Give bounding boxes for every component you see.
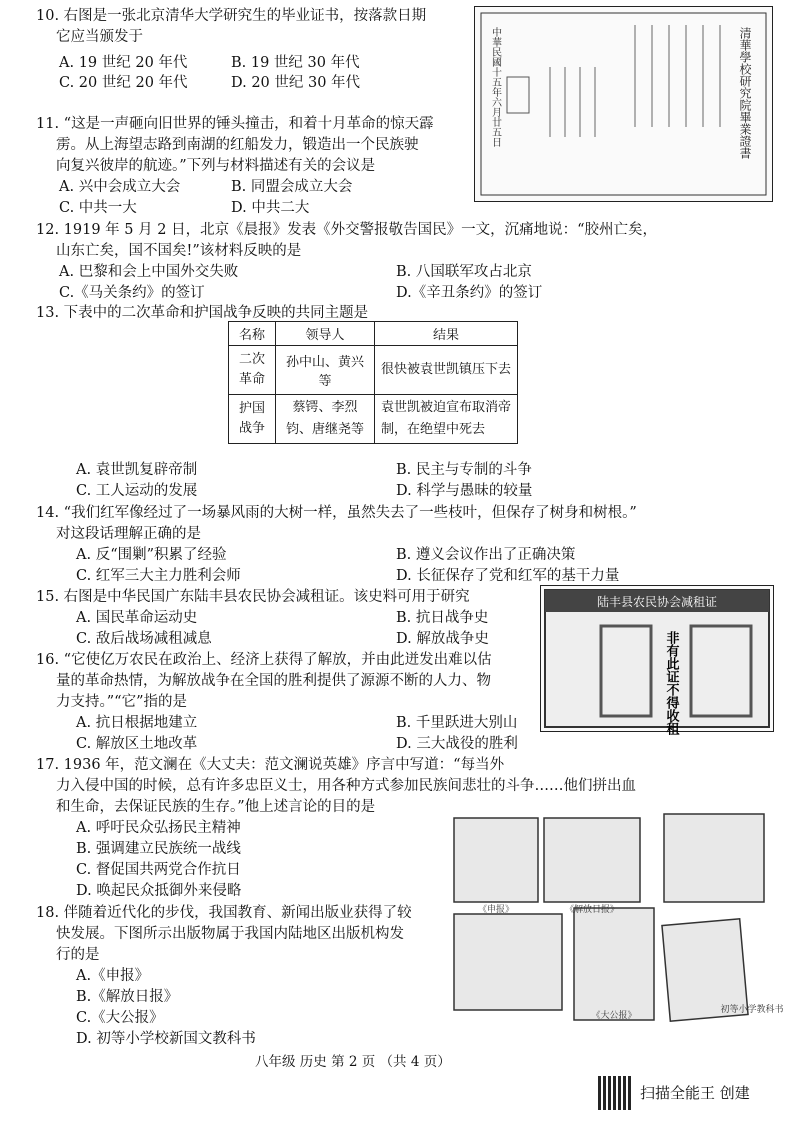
- page-footer: 八年级 历史 第 2 页 （共 4 页）: [255, 1054, 451, 1070]
- q15-option-a: A. 国民革命运动史: [76, 610, 198, 626]
- newspapers-drawing: [452, 812, 784, 1024]
- q13-option-b: B. 民主与专制的斗争: [396, 462, 532, 478]
- q16-option-d: D. 三大战役的胜利: [396, 736, 518, 752]
- q11-option-a: A. 兴中会成立大会: [59, 179, 181, 195]
- certificate-image: [474, 6, 773, 202]
- rent-card-drawing: [541, 586, 773, 735]
- scanner-watermark: 扫描全能王 创建: [640, 1084, 750, 1102]
- table-header-result: 结果: [375, 322, 518, 346]
- q18-stem-1: 18. 伴随着近代化的步伐，我国教育、新闻出版业获得了较: [36, 905, 412, 921]
- q14-stem-2: 对这段话理解正确的是: [56, 526, 201, 542]
- caption-shenbao: 《申报》: [477, 905, 515, 915]
- q17-stem-2: 力入侵中国的时候，总有许多忠臣义士，用各种方式参加民族间悲壮的斗争……他们拼出血: [56, 778, 636, 794]
- table-cell-leaders: 孙中山、黄兴等: [276, 346, 375, 395]
- table-header-leaders: 领导人: [276, 322, 375, 346]
- q17-option-b: B. 强调建立民族统一战线: [76, 841, 241, 857]
- q11-stem-3: 向复兴彼岸的航迹。”下列与材料描述有关的会议是: [56, 158, 376, 174]
- certificate-drawing: [475, 7, 772, 201]
- q16-option-a: A. 抗日根据地建立: [76, 715, 198, 731]
- rent-card-text: 非有此证不得收租: [663, 631, 679, 735]
- q10-option-b: B. 19 世纪 30 年代: [231, 55, 360, 71]
- certificate-title: 清華學校研究院畢業證書: [738, 27, 752, 159]
- q18-option-c: C.《大公报》: [76, 1010, 164, 1026]
- q18-option-b: B.《解放日报》: [76, 989, 179, 1005]
- table-header-row: [229, 322, 518, 346]
- q14-option-d: D. 长征保存了党和红军的基干力量: [396, 568, 620, 584]
- q11-stem-2: 雳。从上海望志路到南湖的红船发力，锻造出一个民族驶: [56, 137, 419, 153]
- q14-stem-1: 14. “我们红军像经过了一场暴风雨的大树一样，虽然失去了一些枝叶，但保存了树身和树根。”: [36, 505, 637, 521]
- q13-stem: 13. 下表中的二次革命和护国战争反映的共同主题是: [36, 305, 369, 321]
- q16-option-b: B. 千里跃进大别山: [396, 715, 518, 731]
- table-header-name: 名称: [229, 322, 276, 346]
- q15-option-d: D. 解放战争史: [396, 631, 489, 647]
- q12-option-a: A. 巴黎和会上中国外交失败: [59, 264, 239, 280]
- q10-option-d: D. 20 世纪 30 年代: [231, 75, 361, 91]
- revolution-table: [228, 321, 518, 444]
- q12-option-d: D.《辛丑条约》的签订: [396, 285, 543, 301]
- table-cell-leaders: 蔡锷、李烈钧、唐继尧等: [276, 395, 375, 444]
- q16-stem-1: 16. “它使亿万农民在政治上、经济上获得了解放，并由此迸发出难以估: [36, 652, 492, 668]
- q12-stem-2: 山东亡矣，国不国矣!”该材料反映的是: [56, 243, 302, 259]
- q11-option-b: B. 同盟会成立大会: [231, 179, 353, 195]
- q14-option-c: C. 红军三大主力胜利会师: [76, 568, 241, 584]
- certificate-date: 中華民國十五年六月廿五日: [489, 27, 501, 147]
- q11-option-d: D. 中共二大: [231, 200, 310, 216]
- q18-stem-2: 快发展。下图所示出版物属于我国内陆地区出版机构发: [56, 926, 404, 942]
- q12-option-b: B. 八国联军攻占北京: [396, 264, 532, 280]
- table-row: [229, 346, 518, 395]
- table-cell-result: 袁世凯被迫宣布取消帝制，在绝望中死去: [375, 395, 518, 444]
- q11-stem-1: 11. “这是一声砸向旧世界的锤头撞击，和着十月革命的惊天霹: [36, 116, 434, 132]
- q17-option-d: D. 唤起民众抵御外来侵略: [76, 883, 242, 899]
- q13-option-a: A. 袁世凯复辟帝制: [76, 462, 198, 478]
- table-cell-name: 二次革命: [229, 346, 276, 395]
- q16-option-c: C. 解放区土地改革: [76, 736, 198, 752]
- q17-stem-1: 17. 1936 年，范文澜在《大丈夫：范文澜说英雄》序言中写道：“每当外: [36, 757, 505, 773]
- q17-option-a: A. 呼吁民众弘扬民主精神: [76, 820, 241, 836]
- q10-option-c: C. 20 世纪 20 年代: [59, 75, 188, 91]
- caption-textbook: 初等小学教科书: [720, 1005, 784, 1015]
- q13-option-d: D. 科学与愚昧的较量: [396, 483, 533, 499]
- q18-option-a: A.《申报》: [76, 968, 150, 984]
- q15-stem: 15. 右图是中华民国广东陆丰县农民协会减租证。该史料可用于研究: [36, 589, 470, 605]
- rent-card-image: [540, 585, 774, 735]
- table-cell-result: 很快被袁世凯镇压下去: [375, 346, 518, 395]
- q18-option-d: D. 初等小学校新国文教科书: [76, 1031, 256, 1047]
- q12-option-c: C.《马关条约》的签订: [59, 285, 205, 301]
- q14-option-a: A. 反“围剿”积累了经验: [76, 547, 227, 563]
- q16-stem-3: 力支持。”“它”指的是: [56, 694, 187, 710]
- table-cell-name: 护国战争: [229, 395, 276, 444]
- q15-option-c: C. 敌后战场减租减息: [76, 631, 212, 647]
- q15-option-b: B. 抗日战争史: [396, 610, 489, 626]
- newspapers-image: [452, 812, 784, 1024]
- q12-stem-1: 12. 1919 年 5 月 2 日，北京《晨报》发表《外交警报敬告国民》一文，沉痛地说：“胶州亡矣，: [36, 222, 657, 238]
- q11-option-c: C. 中共一大: [59, 200, 137, 216]
- q18-stem-3: 行的是: [56, 947, 100, 963]
- q17-stem-3: 和生命，去保证民族的生存。”他上述言论的目的是: [56, 799, 376, 815]
- q10-option-a: A. 19 世纪 20 年代: [59, 55, 188, 71]
- table-row: [229, 395, 518, 444]
- q16-stem-2: 量的革命热情，为解放战争在全国的胜利提供了源源不断的人力、物: [56, 673, 491, 689]
- caption-dagongbao: 《大公报》: [591, 1011, 637, 1021]
- q17-option-c: C. 督促国共两党合作抗日: [76, 862, 241, 878]
- caption-jiefang: 《解放日报》: [564, 905, 620, 915]
- q14-option-b: B. 遵义会议作出了正确决策: [396, 547, 576, 563]
- rent-card-title: 陆丰县农民协会减租证: [596, 595, 718, 609]
- q10-stem-1: 10. 右图是一张北京清华大学研究生的毕业证书，按落款日期: [36, 8, 427, 24]
- q10-stem-2: 它应当颁发于: [56, 29, 143, 45]
- qr-code-icon: [598, 1076, 632, 1110]
- q13-option-c: C. 工人运动的发展: [76, 483, 198, 499]
